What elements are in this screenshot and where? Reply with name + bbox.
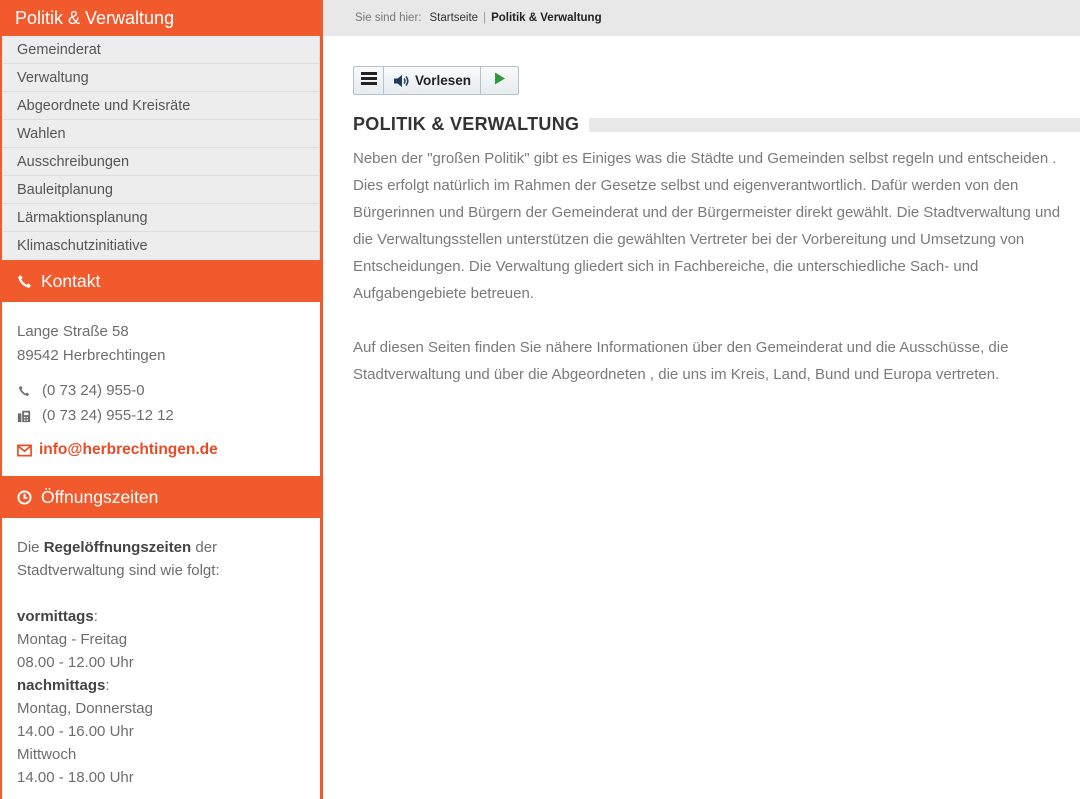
hours-morning-label: vormittags [17, 608, 94, 625]
contact-box-title: Kontakt [41, 270, 101, 291]
hours-wednesday-day: Mittwoch [17, 746, 77, 763]
envelope-icon [17, 444, 32, 457]
read-aloud-button[interactable] [384, 67, 481, 94]
main-content [353, 66, 1080, 388]
hours-afternoon-time: 14.00 - 16.00 Uhr [17, 723, 134, 740]
sidebar-item-bauleitplanung[interactable]: Bauleitplanung [2, 176, 320, 204]
body-paragraph-2: Auf diesen Seiten finden Sie nähere Informationen über den Gemeinderat und die Ausschüsse, die Stadtverwaltung und über die Abgeordneten , die uns im Kreis, Land, Bund und Europa vertreten. [353, 339, 1009, 383]
clock-icon [16, 489, 32, 505]
play-button[interactable] [481, 67, 518, 94]
fax-icon [17, 409, 31, 423]
breadcrumb-separator: | [483, 12, 487, 24]
hours-intro-pre: Die [17, 539, 44, 556]
hours-afternoon-label: nachmittags [17, 677, 106, 694]
contact-box-body [0, 302, 320, 476]
contact-fax: (0 73 24) 955-12 12 [42, 406, 174, 424]
hours-intro [17, 536, 305, 582]
sidebar-item-laermaktionsplanung[interactable]: Lärmaktionsplanung [2, 204, 320, 232]
contact-phone-row [17, 378, 305, 403]
hours-morning-days: Montag - Freitag [17, 631, 128, 648]
player-menu-button[interactable] [354, 67, 384, 94]
breadcrumb-home-link[interactable]: Startseite [429, 12, 479, 24]
hours-wednesday-time: 14.00 - 18.00 Uhr [17, 769, 134, 786]
hours-intro-bold: Regelöffnungszeiten [43, 539, 192, 556]
contact-city: 89542 Herbrechtingen [17, 347, 166, 364]
read-aloud-player [353, 66, 519, 95]
page-title: POLITIK & VERWALTUNG [353, 114, 580, 134]
contact-email: info@herbrechtingen.de [39, 441, 218, 458]
contact-street: Lange Straße 58 [17, 323, 129, 340]
body-paragraph-1: Neben der "großen Politik" gibt es Einiges was die Städte und Gemeinden selbst regeln und entscheiden . Dies erfolgt natürlich im Rahmen der Gesetze selbst und eigenverantwortlich. Dafür werden von den Bürgerinnen und Bürgern der Gemeinderat und der Bürgermeister direkt gewählt. Die Stadtverwaltung und die Verwaltungsstellen unterstützen die gewählten Vertreter bei der Vorbereitung und Umsetzung von Entscheidungen. Die Verwaltung gliedert sich in Fachbereiche, die unterschiedliche Sach- und Aufgabengebiete betreuen. [353, 150, 1061, 302]
hours-box-body [0, 518, 320, 799]
breadcrumb [323, 0, 1080, 36]
hours-morning-label-row: vormittags: [17, 608, 98, 625]
hamburger-icon [361, 72, 377, 90]
sidebar-item-gemeinderat[interactable]: Gemeinderat [2, 36, 320, 64]
hours-afternoon-days: Montag, Donnerstag [17, 700, 153, 717]
breadcrumb-prefix: Sie sind hier: [355, 12, 422, 24]
sidebar [0, 0, 323, 799]
sidebar-section-title[interactable]: Politik & Verwaltung [0, 0, 320, 36]
title-divider [589, 118, 1080, 132]
phone-icon [16, 273, 32, 289]
sidebar-item-verwaltung[interactable]: Verwaltung [2, 64, 320, 92]
page-body [353, 145, 1080, 388]
speaker-icon [393, 74, 410, 88]
contact-phone[interactable]: (0 73 24) 955-0 [42, 381, 145, 399]
page-title-row [353, 114, 1080, 135]
sidebar-item-ausschreibungen[interactable]: Ausschreibungen [2, 148, 320, 176]
read-aloud-label: Vorlesen [414, 73, 472, 88]
contact-box-header [0, 260, 320, 302]
contact-email-link[interactable] [17, 438, 305, 462]
breadcrumb-current: Politik & Verwaltung [491, 12, 602, 24]
hours-morning-time: 08.00 - 12.00 Uhr [17, 654, 134, 671]
hours-intro-post: der Stadtverwaltung sind wie folgt: [17, 539, 220, 579]
contact-fax-row [17, 403, 305, 428]
hours-box-title: Öffnungszeiten [41, 486, 159, 507]
sidebar-item-klimaschutzinitiative[interactable]: Klimaschutzinitiative [2, 232, 320, 260]
phone-icon [17, 385, 31, 397]
sidebar-item-abgeordnete[interactable]: Abgeordnete und Kreisräte [2, 92, 320, 120]
hours-afternoon-label-row: nachmittags: [17, 677, 110, 694]
sidebar-item-wahlen[interactable]: Wahlen [2, 120, 320, 148]
hours-box-header [0, 476, 320, 518]
play-icon [494, 72, 506, 90]
sidebar-nav [0, 36, 320, 260]
